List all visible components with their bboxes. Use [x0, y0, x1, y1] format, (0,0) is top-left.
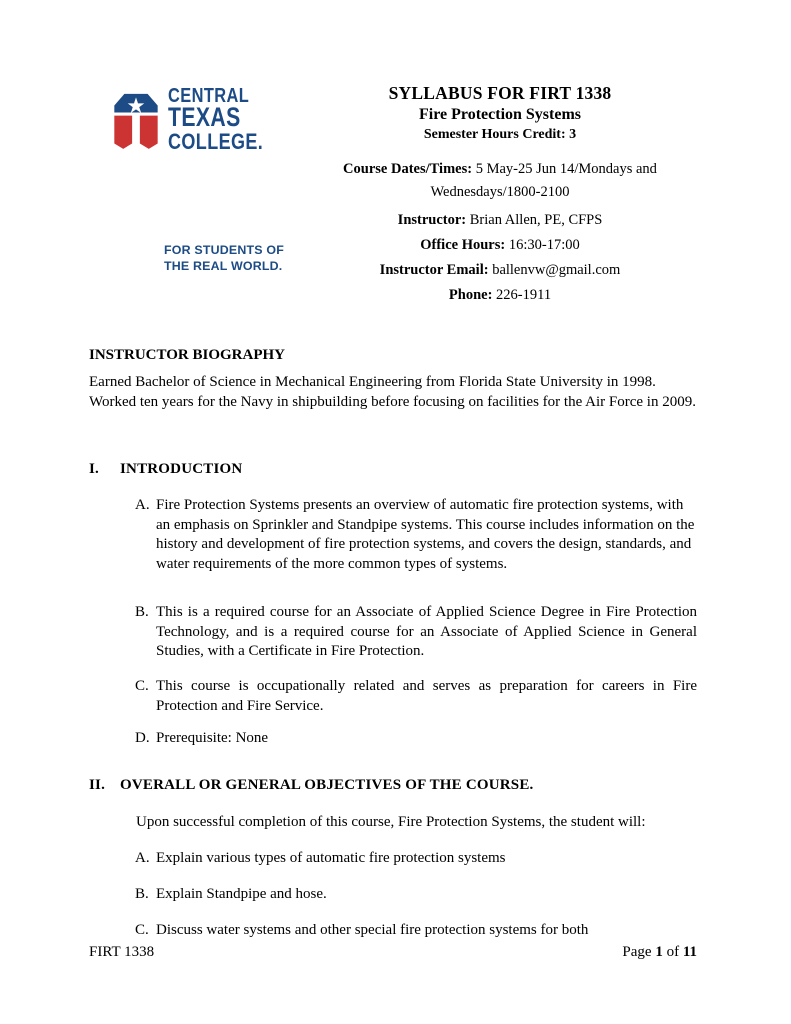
page-footer — [89, 944, 697, 961]
section-title-ii: OVERALL OR GENERAL OBJECTIVES OF THE COURSE. — [120, 777, 534, 793]
course-meta — [290, 158, 710, 308]
college-logo — [112, 84, 287, 273]
logo-wordmark-line3: COLLEGE. — [167, 128, 264, 154]
section-ii-intro: Upon successful completion of this course, Fire Protection Systems, the student will: — [136, 814, 646, 830]
document-header — [0, 0, 791, 310]
item-text: Fire Protection Systems presents an overview of automatic fire protection systems, with an emphasis on Sprinkler and Standpipe systems. This course includes information on the history and development of fire protection systems, and covers the design, standards, and water requirements of the more common types of systems. — [156, 497, 695, 572]
logo-tagline-line1: FOR STUDENTS OF — [164, 243, 285, 257]
instructor-value: Brian Allen, PE, CFPS — [466, 212, 603, 228]
section-numeral-ii: II. — [89, 777, 106, 793]
page-subtitle: Fire Protection Systems — [418, 106, 582, 123]
page-title: SYLLABUS FOR FIRT 1338 — [388, 83, 612, 103]
phone-value: 226-1911 — [492, 287, 552, 303]
logo-tagline — [164, 242, 284, 274]
logo-mark — [112, 84, 287, 158]
item-letter: C. — [135, 678, 149, 694]
item-letter: A. — [135, 497, 150, 513]
list-item — [135, 677, 697, 716]
instructor-label: Instructor: — [397, 212, 467, 228]
list-item — [135, 849, 697, 869]
instructor-biography-text: Earned Bachelor of Science in Mechanical Engineering from Florida State University in 1998. Worked ten years for the Navy in shipbuilding before focusing on facilities for the Air Force in 2009. — [89, 374, 696, 410]
course-dates-label: Course Dates/Times: — [343, 161, 473, 177]
footer-page-middle: of — [662, 944, 683, 960]
logo-wordmark-line1: CENTRAL — [167, 84, 250, 107]
item-text: This course is occupationally related and serves as preparation for careers in Fire Protection and Fire Service. — [156, 678, 697, 714]
item-letter: A. — [135, 850, 150, 866]
list-item — [135, 496, 697, 574]
office-hours-row — [290, 233, 710, 258]
course-dates-value: 5 May-25 Jun 14/Mondays and Wednesdays/1800-2100 — [430, 161, 657, 200]
instructor-biography-heading: INSTRUCTOR BIOGRAPHY — [89, 347, 286, 363]
item-text: This is a required course for an Associate of Applied Science Degree in Fire Protection Technology, and is a required course for an Associate of Applied Science in General Studies, with a Certificate in Fire Protection. — [156, 604, 697, 660]
logo-wordmark-line2: TEXAS — [167, 102, 241, 133]
instructor-email-label: Instructor Email: — [379, 262, 489, 278]
list-item — [135, 603, 697, 662]
item-text: Prerequisite: None — [156, 730, 269, 746]
section-numeral-i: I. — [89, 461, 99, 477]
item-text: Explain various types of automatic fire protection systems — [156, 850, 506, 866]
item-letter: D. — [135, 730, 150, 746]
footer-course-code: FIRT 1338 — [89, 944, 155, 960]
item-letter: B. — [135, 886, 149, 902]
footer-page-number — [622, 944, 697, 961]
phone-label: Phone: — [448, 287, 493, 303]
course-dates-row — [290, 158, 710, 204]
item-text: Discuss water systems and other special fire protection systems for both — [156, 922, 589, 938]
list-item — [135, 729, 697, 749]
logo-tagline-line2: THE REAL WORLD. — [164, 259, 283, 273]
footer-total-pages: 11 — [682, 944, 697, 960]
item-text: Explain Standpipe and hose. — [156, 886, 327, 902]
list-item — [135, 921, 697, 941]
section-heading-ii — [89, 777, 533, 794]
list-item — [135, 885, 697, 905]
instructor-email-row — [290, 258, 710, 283]
section-title-i: INTRODUCTION — [120, 461, 243, 477]
phone-row — [290, 283, 710, 308]
section-heading-i — [89, 461, 242, 478]
office-hours-value: 16:30-17:00 — [505, 237, 580, 253]
title-block — [300, 82, 700, 145]
item-letter: C. — [135, 922, 149, 938]
instructor-email-value: ballenvw@gmail.com — [488, 262, 621, 278]
item-letter: B. — [135, 604, 149, 620]
office-hours-label: Office Hours: — [420, 237, 506, 253]
instructor-row — [290, 208, 710, 233]
semester-hours-credit: Semester Hours Credit: 3 — [423, 127, 577, 142]
footer-current-page: 1 — [655, 944, 663, 960]
logo-wordmark — [168, 86, 287, 152]
footer-page-prefix: Page — [622, 944, 656, 960]
shield-icon — [112, 84, 160, 158]
